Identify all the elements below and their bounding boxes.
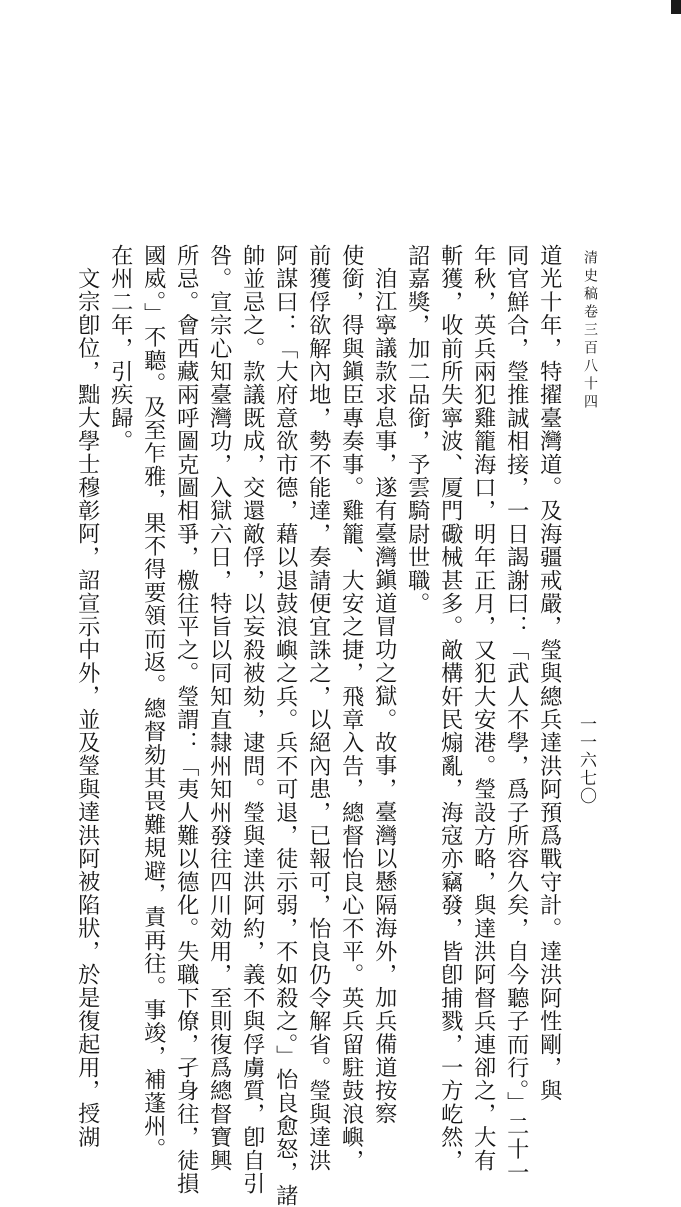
- scan-corner-mark: [671, 0, 681, 14]
- text-column: 斬獲，收前所失寧波、厦門礮械甚多。敵構奸民煽亂，海寇亦竊發，皆卽捕戮，一方屹然，: [437, 244, 464, 1172]
- text-column: 所忌。會西藏兩呼圖克圖相爭，檄往平之。瑩謂：「夷人難以德化。失職下僚，孑身往，徒損: [173, 244, 200, 1196]
- page-number: 一一六七〇: [576, 715, 596, 805]
- text-column: 文宗卽位，黜大學士穆彰阿，詔宣示中外，並及瑩與達洪阿被陷狀，於是復起用，授湖: [74, 267, 101, 1149]
- text-column: 道光十年，特擢臺灣道。及海疆戒嚴，瑩與總兵達洪阿預爲戰守計。達洪阿性剛，與: [536, 244, 563, 1103]
- text-column: 前獲俘欲解內地，勢不能達，奏請便宜誅之，以絕內患，已報可，怡良仍令解省。瑩與達洪: [305, 244, 332, 1172]
- text-column: 帥並忌之。款議既成，交還敵俘，以妄殺被劾，逮問。瑩與達洪阿約，義不與俘虜質，卽自引: [239, 244, 266, 1196]
- text-column: 阿謀曰：「大府意欲市德，藉以退鼓浪嶼之兵。兵不可退，徒示弱，不如殺之。」怡良愈怒，諸: [272, 244, 299, 1207]
- text-column: 在州二年，引疾歸。: [107, 244, 134, 453]
- text-column: 咎。宣宗心知臺灣功，入獄六日，特旨以同知直隸州知州發往四川効用，至則復爲總督寶興: [206, 244, 233, 1172]
- book-title: 清史稿卷三百八十四: [582, 250, 598, 412]
- text-column: 年秋，英兵兩犯雞籠海口，明年正月，又犯大安港。瑩設方略，與達洪阿督兵連卻之，大有: [470, 244, 497, 1172]
- text-column: 使銜，得與鎭臣專奏事。雞籠、大安之捷，飛章入告，總督怡良心不平。英兵留駐鼓浪嶼，: [338, 244, 365, 1172]
- text-column: 詔嘉獎，加二品銜，予雲騎尉世職。: [404, 244, 431, 616]
- text-column: 洎江寧議款求息事，遂有臺灣鎭道冒功之獄。故事，臺灣以懸隔海外，加兵備道按察: [371, 267, 398, 1126]
- text-column: 同官鮮合，瑩推誠相接，一日謁謝曰：「武人不學，爲子所容久矣，自今聽子而行。」二十一: [503, 244, 530, 1185]
- text-column: 國威。」不聽。及至乍雅，果不得要領而返。總督劾其畏難規避，責再往。事竣，補蓬州。: [140, 244, 167, 1161]
